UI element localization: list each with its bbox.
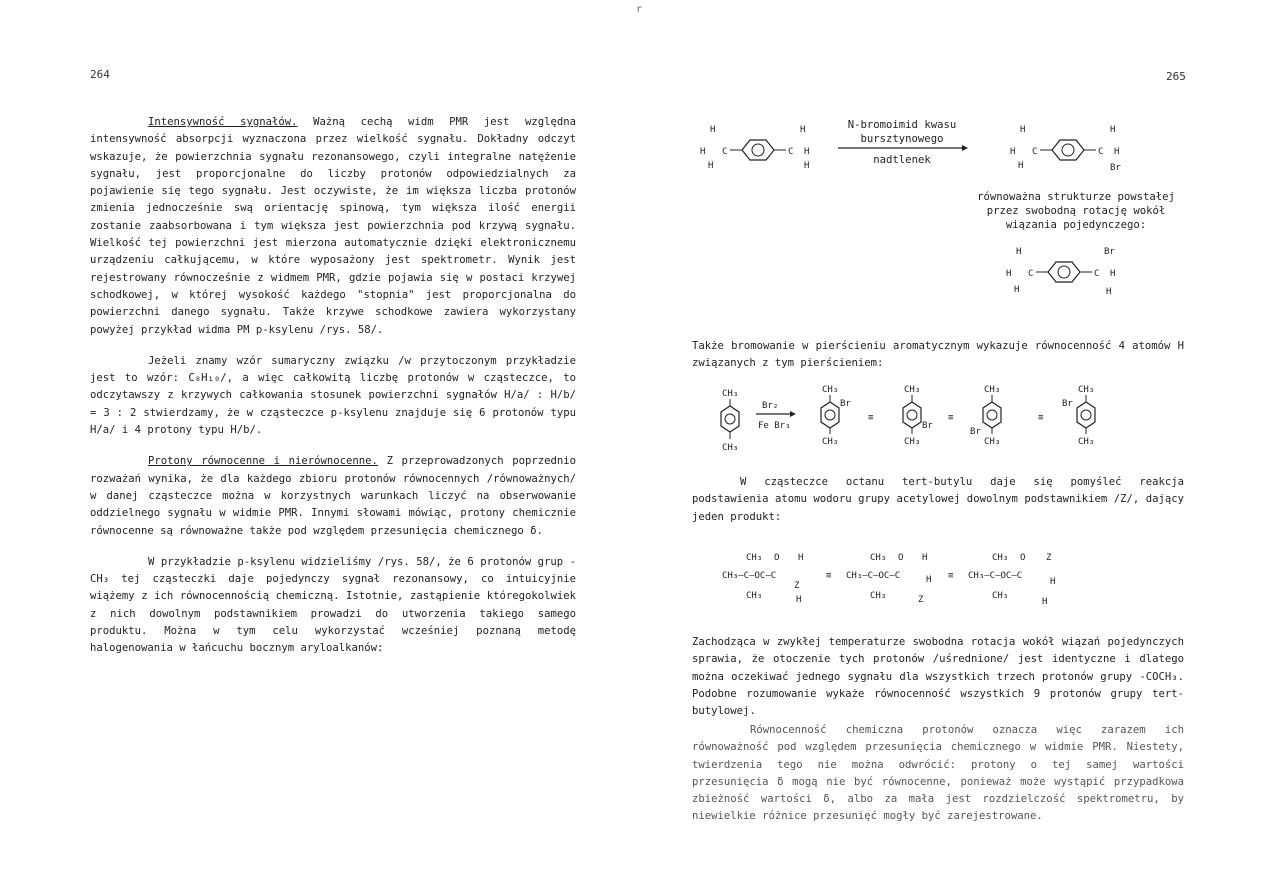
p-xylene-vertical [721,389,739,453]
svg-text:H: H [800,125,806,135]
tert-butyl-acetate-structures [722,548,1082,612]
svg-text:H: H [1014,285,1020,295]
svg-text:O: O [898,553,904,563]
svg-text:C: C [1032,147,1038,157]
svg-text:CH₃: CH₃ [992,553,1009,563]
svg-text:CH₃: CH₃ [746,591,763,601]
svg-text:H: H [710,125,716,135]
paragraph-formula: Jeżeli znamy wzór sumaryczny związku /w przytoczonym przykładzie jest to wzór: C₈H₁₀/, a więc całkowitą liczbę protonów w cząsteczce, to odczytawszy z krzywych całkowania stosunek powierzchni sygnałów H/a/ : H/b/ = 3 : 2 stwierdzamy, że w cząsteczce p-ksylenu znajduje się 6 protonów typu H/a/ i 4 protony typu H/b/. [90,354,576,437]
paragraph-free-rotation: Zachodząca w zwykłej temperaturze swobodna rotacja wokół wiązań pojedynczych sprawia, że otoczenie tych protonów /uśrednione/ jest identyczne i dlatego można oczekiwać jednego sygnału dla wszystkich trzech protonów grupy -COCH₃. Podobne rozumowanie wykaże równocenność wszystkich 9 protonów grupy tert-butylowej. [692,636,1184,718]
svg-text:CH₃: CH₃ [722,389,739,399]
svg-text:H: H [700,147,706,157]
svg-text:H: H [1050,577,1056,587]
equivalent-structure-caption: równoważna strukturze powstałej przez swobodną rotację wokół wiązania pojedynczego: [977,191,1175,231]
svg-text:H: H [1110,125,1116,135]
svg-text:CH₃: CH₃ [904,437,921,447]
svg-text:H: H [1010,147,1016,157]
paragraph-ring-bromination: Także bromowanie w pierścieniu aromatycznym wykazuje równocenność 4 atomów H związanych z tym pierścieniem: [692,340,1184,370]
svg-text:Z: Z [1046,553,1052,563]
svg-text:C: C [1028,269,1034,279]
svg-text:≡: ≡ [868,413,874,423]
svg-text:Z: Z [918,595,924,605]
svg-text:O: O [774,553,780,563]
svg-text:H: H [922,553,928,563]
svg-text:≡: ≡ [948,413,954,423]
reagent-peroxide-label: nadtlenek [873,154,931,166]
ester-structure-1 [722,553,803,605]
svg-text:CH₃–C–OC–C: CH₃–C–OC–C [968,571,1023,581]
paragraph-shift-equivalence: Równocenność chemiczna protonów oznacza więc zarazem ich równoważność pod względem przesunięcia chemicznego w widmie PMR. Niestety, twierdzenia tego nie można odwrócić: protony o tej samej wartości przesunięcia δ mogą nie być równocenne, ponieważ może wystąpić przypadkowa zbieżność wartości δ, albo za mała jest rozdzielczość spektrometru, by niewielkie różnice przesunięć mogły być zarejestrowane. [692,724,1184,823]
p-xylene-structure [700,125,809,171]
svg-text:Br: Br [1104,247,1115,257]
reaction-ring-bromination [720,384,1120,458]
reagent-nbs-label: N-bromoimid kwasu bursztynowego [847,119,957,145]
svg-text:Br: Br [1110,163,1121,173]
svg-text:CH₃: CH₃ [722,443,739,453]
svg-text:CH₃: CH₃ [746,553,763,563]
svg-text:H: H [926,575,932,585]
svg-text:H: H [1020,125,1026,135]
svg-text:CH₃: CH₃ [904,385,921,395]
right-page-number: 265 [1166,70,1186,83]
left-page-body [90,114,576,672]
svg-text:H: H [1016,247,1022,257]
svg-text:Z: Z [794,581,800,591]
svg-text:H: H [1006,269,1012,279]
paragraph-tert-butyl: W cząsteczce octanu tert-butylu daje się pomyśleć reakcja podstawienia atomu wodoru grupy acetylowej dowolnym podstawnikiem /Z/, dający jeden produkt: [692,476,1184,523]
reagent-br2: Br₂ [762,401,779,411]
svg-text:CH₃: CH₃ [870,591,887,601]
svg-text:≡: ≡ [826,571,832,581]
svg-text:CH₃–C–OC–C: CH₃–C–OC–C [846,571,901,581]
svg-text:CH₃: CH₃ [870,553,887,563]
svg-text:C: C [788,147,794,157]
svg-text:H: H [1110,269,1116,279]
svg-text:CH₃: CH₃ [822,385,839,395]
svg-text:≡: ≡ [948,571,954,581]
paragraph-p-xylene: W przykładzie p-ksylenu widzieliśmy /rys. 58/, że 6 protonów grup -CH₃ tej cząsteczki daje pojedynczy sygnał rezonansowy, co intuicyjnie wiążemy z ich równocennością chemiczną. Istotnie, zastąpienie któregokolwiek z nich dowolnym podstawnikiem prowadzi do utworzenia takiego samego produktu. Można w tym celu wykorzystać wcześniej poznaną metodę halogenowania w łańcuchu bocznym aryloalkanów: [90,555,576,655]
rotated-benzyl-bromide [1006,242,1126,310]
svg-text:C: C [722,147,728,157]
svg-text:H: H [1106,287,1112,297]
left-page-number: 264 [90,68,110,81]
svg-text:H: H [1018,161,1024,171]
svg-text:≡: ≡ [1038,413,1044,423]
svg-text:Br: Br [970,427,981,437]
svg-text:O: O [1020,553,1026,563]
reagent-febr3: Fe Br₃ [758,421,791,431]
svg-text:H: H [804,161,810,171]
benzyl-bromide-structure [1010,125,1121,173]
svg-text:CH₃: CH₃ [984,437,1001,447]
svg-text:CH₃: CH₃ [1078,437,1095,447]
svg-text:H: H [1042,597,1048,607]
svg-text:CH₃: CH₃ [992,591,1009,601]
svg-text:C: C [1094,269,1100,279]
svg-text:CH₃: CH₃ [1078,385,1095,395]
paragraph-intensity: Intensywność sygnałów. Ważną cechą widm PMR jest względna intensywność absorpcji wyznaczona przez wielkość sygnału. Dokładny odczyt wskazuje, że powierzchnia sygnału rezonansowego, czyli integralne natężenie sygnału, jest proporcjonalne do liczby protonów odpowiedzialnych za pojawienie się tego sygnału. Jest oczywiste, że im większa liczba protonów zmienia jednocześnie swą orientację spinową, tym większa ilość energii zostanie zaabsorbowana i tym większa jest powierzchnia pod krzywą sygnału. Wielkość tej powierzchni jest mierzona automatycznie dzięki elektronicznemu urządzeniu całkującemu, w które wyposażony jest spektrometr. Wynik jest rejestrowany równocześnie z widmem PMR, gdzie pojawia się w postaci krzywej schodkowej, w której wysokość każdego "stopnia" jest proporcjonalna do powierzchni danego sygnału. Także krzywe schodkowe zawiera wykorzystany powyżej przykład widma PM p-ksylenu /rys. 58/. [90,116,576,336]
svg-text:CH₃: CH₃ [984,385,1001,395]
svg-text:CH₃–C–OC–C: CH₃–C–OC–C [722,571,777,581]
ester-structure-2 [846,553,931,605]
svg-text:H: H [796,595,802,605]
svg-text:Br: Br [1062,399,1073,409]
gutter-mark: r [636,4,643,15]
heading-equivalent: Protony równocenne i nierównocenne. [148,455,378,468]
paragraph-equivalent: Protony równocenne i nierównocenne. Z przeprowadzonych poprzednio rozważań wynika, że dla każdego zbioru protonów równocennych /równoważnych/ w danej cząsteczce można w korzystnych warunkach liczyć na obserwowanie oddzielnego sygnału w widmie PMR. Innymi słowami mówiąc, protony chemicznie równocenne są równoważne także pod względem przesunięcia chemicznego δ. [90,455,577,537]
heading-intensity: Intensywność sygnałów. [148,116,298,128]
svg-text:H: H [1114,147,1120,157]
svg-text:H: H [798,553,804,563]
svg-text:H: H [804,147,810,157]
ester-structure-3 [968,553,1055,607]
svg-text:C: C [1098,147,1104,157]
svg-text:Br: Br [840,399,851,409]
svg-text:CH₃: CH₃ [822,437,839,447]
svg-text:Br: Br [922,421,933,431]
svg-text:H: H [708,161,714,171]
